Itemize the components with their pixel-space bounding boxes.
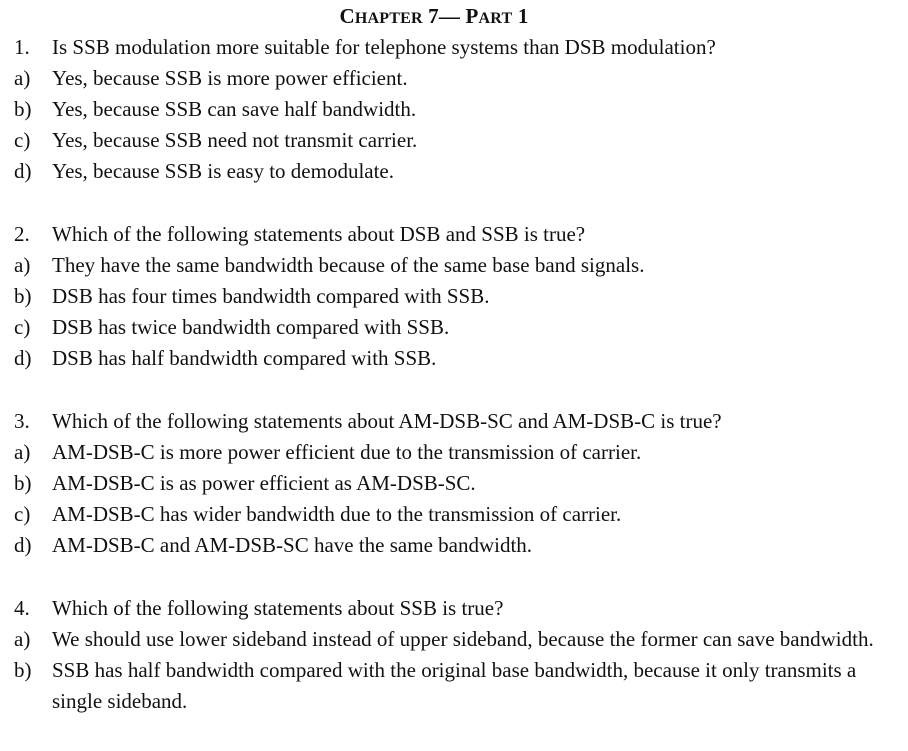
- option-b: [14, 281, 894, 312]
- option-text: Yes, because SSB is more power efficient.: [52, 66, 408, 90]
- option-letter: c): [14, 502, 31, 526]
- question-text: Which of the following statements about AM-DSB-SC and AM-DSB-C is true?: [52, 409, 722, 433]
- question-number: 3.: [14, 409, 30, 433]
- question-2: [14, 219, 894, 374]
- question-text: Which of the following statements about DSB and SSB is true?: [52, 222, 586, 246]
- option-b: [14, 94, 894, 125]
- question-number: 1.: [14, 35, 30, 59]
- option-text: AM-DSB-C and AM-DSB-SC have the same bandwidth.: [52, 533, 533, 557]
- question-4: [14, 593, 894, 717]
- option-d: [14, 530, 894, 561]
- option-a: [14, 63, 894, 94]
- question-stem: [14, 219, 894, 250]
- chapter-number: 7—: [428, 4, 461, 28]
- option-b: [14, 468, 894, 499]
- option-letter: d): [14, 159, 32, 183]
- option-letter: b): [14, 284, 32, 308]
- option-a: [14, 624, 894, 655]
- question-number: 2.: [14, 222, 30, 246]
- question-text: Is SSB modulation more suitable for telephone systems than DSB modulation?: [52, 35, 716, 59]
- question-3: [14, 406, 894, 561]
- option-letter: b): [14, 97, 32, 121]
- option-letter: a): [14, 627, 31, 651]
- option-text: Yes, because SSB need not transmit carrier.: [52, 128, 418, 152]
- part-word-rest: ART: [478, 10, 513, 27]
- part-first-letter: P: [465, 4, 479, 28]
- option-letter: b): [14, 658, 32, 682]
- question-text: Which of the following statements about SSB is true?: [52, 596, 504, 620]
- option-text: DSB has half bandwidth compared with SSB.: [52, 346, 437, 370]
- chapter-first-letter: C: [339, 4, 355, 28]
- option-letter: a): [14, 440, 31, 464]
- option-text: AM-DSB-C is more power efficient due to the transmission of carrier.: [52, 440, 642, 464]
- option-text: AM-DSB-C is as power efficient as AM-DSB-SC.: [52, 471, 476, 495]
- option-letter: a): [14, 253, 31, 277]
- option-c: [14, 312, 894, 343]
- part-number: 1: [517, 4, 529, 28]
- option-letter: b): [14, 471, 32, 495]
- question-1: [14, 32, 894, 187]
- option-letter: c): [14, 128, 31, 152]
- question-stem: [14, 593, 894, 624]
- question-stem: [14, 32, 894, 63]
- question-stem: [14, 406, 894, 437]
- option-d: [14, 156, 894, 187]
- option-text: AM-DSB-C has wider bandwidth due to the transmission of carrier.: [52, 502, 622, 526]
- option-c: [14, 499, 894, 530]
- option-text: DSB has twice bandwidth compared with SSB.: [52, 315, 450, 339]
- option-letter: d): [14, 533, 32, 557]
- option-a: [14, 250, 894, 281]
- option-text: Yes, because SSB can save half bandwidth.: [52, 97, 417, 121]
- option-text: SSB has half bandwidth compared with the original base bandwidth, because it only transmits a single sideband.: [52, 658, 857, 713]
- option-text: We should use lower sideband instead of upper sideband, because the former can save bandwidth.: [52, 627, 874, 651]
- chapter-heading: [0, 4, 868, 31]
- chapter-word-rest: HAPTER: [354, 10, 423, 27]
- option-letter: a): [14, 66, 31, 90]
- option-text: DSB has four times bandwidth compared with SSB.: [52, 284, 490, 308]
- option-a: [14, 437, 894, 468]
- option-text: They have the same bandwidth because of the same base band signals.: [52, 253, 645, 277]
- option-d: [14, 343, 894, 374]
- question-number: 4.: [14, 596, 30, 620]
- option-letter: d): [14, 346, 32, 370]
- option-c: [14, 125, 894, 156]
- option-b: [14, 655, 894, 717]
- option-letter: c): [14, 315, 31, 339]
- option-text: Yes, because SSB is easy to demodulate.: [52, 159, 394, 183]
